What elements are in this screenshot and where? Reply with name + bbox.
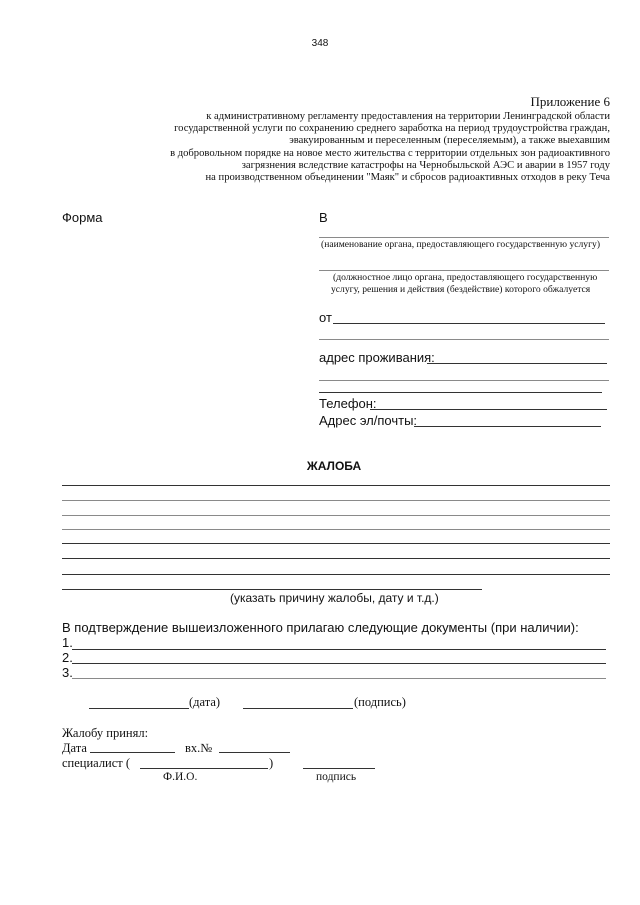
appendix-line: эвакуированным и переселенным (переселяемым), а также выехавшим [289, 135, 610, 147]
email-field[interactable] [414, 426, 601, 427]
incoming-number-field[interactable] [219, 752, 290, 753]
document-item-number: 3. [62, 665, 73, 680]
date-field[interactable] [89, 708, 189, 709]
signature-field[interactable] [243, 708, 353, 709]
address-extra-line-2[interactable] [319, 392, 602, 393]
official-caption-line-2: услугу, решения и действия (бездействие) которого обжалуется [331, 284, 591, 295]
document-item-field[interactable] [72, 663, 606, 664]
appendix-title: Приложение 6 [530, 94, 610, 109]
organ-name-caption: (наименование органа, предоставляющего государственную услугу) [321, 239, 601, 250]
complaint-line[interactable] [62, 485, 610, 486]
complaint-title: ЖАЛОБА [306, 459, 362, 473]
address-extra-line[interactable] [319, 380, 609, 381]
form-label: Форма [62, 210, 103, 225]
specialist-name-field[interactable] [140, 768, 268, 769]
complaint-line[interactable] [62, 589, 482, 590]
to-label: В [319, 210, 328, 225]
specialist-signature-caption: подпись [316, 771, 357, 783]
accepted-title: Жалобу принял: [62, 726, 149, 740]
complaint-reason-caption: (указать причину жалобы, дату и т.д.) [230, 591, 439, 605]
address-field[interactable] [427, 363, 607, 364]
appendix-line: государственной услуги по сохранению среднего заработка на период трудоустройства граждан, [174, 123, 610, 135]
specialist-label: специалист ( [62, 756, 131, 770]
specialist-signature-field[interactable] [303, 768, 375, 769]
phone-field[interactable] [370, 409, 607, 410]
complaint-line[interactable] [62, 558, 610, 559]
official-caption-line-1: (должностное лицо органа, предоставляющего государственную [333, 272, 598, 283]
documents-intro: В подтверждение вышеизложенного прилагаю следующие документы (при наличии): [62, 620, 579, 635]
appendix-line: к административному регламенту предоставления на территории Ленинградской области [206, 111, 610, 122]
appendix-line: загрязнения вследствие катастрофы на Чернобыльской АЭС и аварии в 1957 году [241, 159, 610, 171]
organ-name-field[interactable] [319, 237, 609, 238]
complaint-line[interactable] [62, 574, 610, 575]
complaint-line[interactable] [62, 543, 610, 544]
from-field[interactable] [333, 323, 605, 324]
document-item-field[interactable] [72, 678, 606, 679]
signature-caption: (подпись) [354, 695, 406, 709]
specialist-close-paren: ) [269, 756, 274, 770]
complaint-line[interactable] [62, 500, 610, 501]
appendix-description [130, 111, 610, 184]
date-caption: (дата) [189, 695, 221, 709]
official-field[interactable] [319, 270, 609, 271]
email-label: Адрес эл/почты: [319, 413, 418, 428]
accepted-date-field[interactable] [90, 752, 175, 753]
from-label: от [319, 310, 332, 325]
complaint-line[interactable] [62, 529, 610, 530]
document-item-number: 1. [62, 635, 73, 650]
fio-caption: Ф.И.О. [163, 771, 198, 783]
document-item-field[interactable] [72, 649, 606, 650]
page-number: 348 [311, 38, 329, 49]
appendix-line: в добровольном порядке на новое место жительства с территории отдельных зон радиоактивного [170, 147, 610, 159]
address-label: адрес проживания: [319, 350, 435, 365]
from-extra-line[interactable] [319, 339, 609, 340]
phone-label: Телефон: [319, 396, 377, 411]
appendix-line: на производственном объединении "Маяк" и сбросов радиоактивных отходов в реку Теча [205, 172, 610, 184]
accepted-date-label: Дата [62, 741, 87, 755]
document-item-number: 2. [62, 650, 73, 665]
incoming-number-label: вх.№ [185, 741, 213, 755]
complaint-line[interactable] [62, 515, 610, 516]
